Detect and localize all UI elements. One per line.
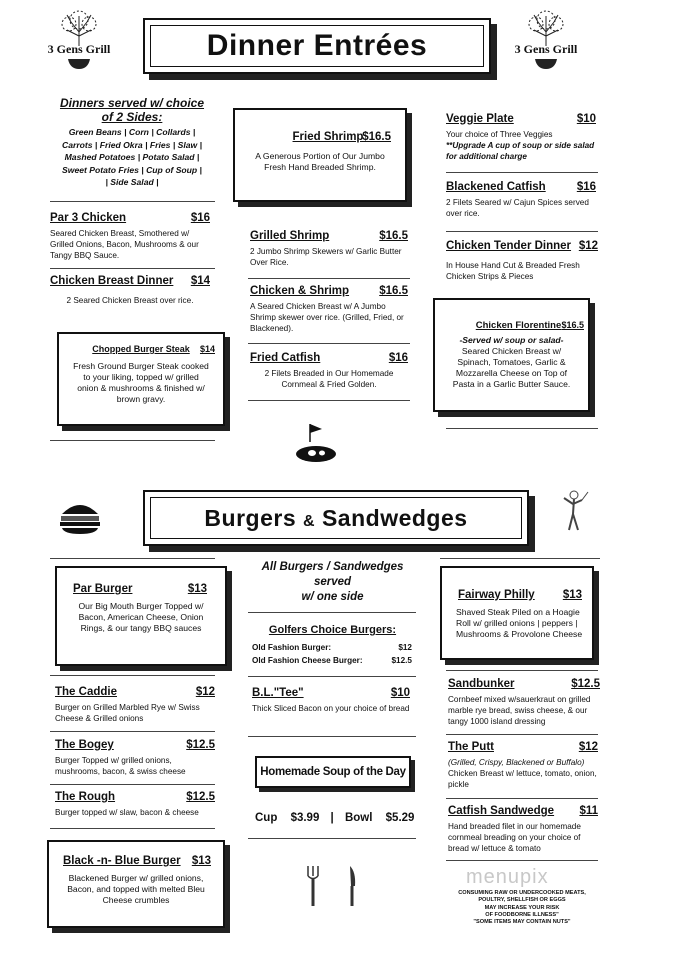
menu-item-chopped-burger-steak: Chopped Burger Steak $14 Fresh Ground Burger Steak cooked to your liking, topped w/ grilled onion & mushrooms & finished w/ brown gravy. bbox=[57, 332, 225, 426]
divider bbox=[446, 670, 598, 671]
menu-item-the-caddie: The Caddie $12 Burger on Grilled Marbled Rye w/ Swiss Cheese & Grilled onions bbox=[55, 686, 215, 723]
logo-left: 3 Gens Grill bbox=[35, 10, 123, 71]
divider bbox=[446, 428, 598, 429]
cup-icon bbox=[64, 57, 94, 71]
golfers-choice-heading: Golfers Choice Burgers: bbox=[268, 624, 397, 636]
sides-block: Dinners served w/ choice of 2 Sides: Green Beans | Corn | Collards | Carrots | Fried Okra | Fries | Slaw | Mashed Potatoes | Potato Salad | Sweet Potato Fries | Cup of Soup | | Side Salad | bbox=[48, 96, 216, 189]
menu-item-the-rough: The Rough $12.5 Burger topped w/ slaw, bacon & cheese bbox=[55, 791, 215, 817]
divider bbox=[446, 798, 598, 799]
divider bbox=[446, 734, 598, 735]
divider bbox=[50, 558, 215, 559]
sides-heading: Dinners served w/ choice bbox=[59, 96, 205, 110]
logo-right: 3 Gens Grill bbox=[502, 10, 590, 71]
menu-item-chicken-florentine: Chicken Florentine $16.5 -Served w/ soup or salad- Seared Chicken Breast w/ Spinach, Tomatoes, Garlic & Mozzarella Cheese on Top of Pasta in a Garlic Butter Sauce. bbox=[433, 298, 590, 412]
dinner-title: Dinner Entrées bbox=[206, 29, 428, 62]
menu-item-the-bogey: The Bogey $12.5 Burger Topped w/ grilled onions, mushrooms, bacon, & swiss cheese bbox=[55, 739, 215, 776]
sides-heading-2: of 2 Sides: bbox=[101, 110, 163, 124]
divider bbox=[248, 676, 416, 677]
cup-icon bbox=[531, 57, 561, 71]
burgers-serving-note: All Burgers / Sandwedges served w/ one side bbox=[261, 561, 404, 603]
divider bbox=[50, 440, 215, 441]
fork-icon bbox=[306, 866, 320, 906]
divider bbox=[248, 838, 416, 839]
menu-item-par-burger: Par Burger $13 Our Big Mouth Burger Topped w/ Bacon, American Cheese, Onion Rings, & our tangy BBQ sauces bbox=[55, 566, 227, 666]
soup-prices: Cup $3.99 | Bowl $5.29 bbox=[255, 812, 415, 824]
divider bbox=[50, 268, 215, 269]
divider bbox=[50, 675, 215, 676]
menu-item-old-fashion-cheese-burger: Old Fashion Cheese Burger: $12.5 bbox=[252, 656, 412, 665]
knife-icon bbox=[346, 866, 358, 906]
burgers-banner bbox=[143, 490, 529, 546]
divider bbox=[248, 736, 416, 737]
golfer-icon bbox=[560, 490, 590, 532]
menu-item-black-n-blue-burger: Black -n- Blue Burger $13 Blackened Burger w/ grilled onions, Bacon, and topped with melted Bleu Cheese crumbles bbox=[47, 840, 225, 928]
divider bbox=[50, 784, 215, 785]
menu-item-fried-shrimp: Fried Shrimp $16.5 A Generous Portion of Our Jumbo Fresh Hand Breaded Shrimp. bbox=[233, 108, 407, 202]
menu-item-catfish-sandwedge: Catfish Sandwedge $11 Hand breaded filet in our homemade cornmeal breading on your choice of bread w/ lettuce & tomato bbox=[448, 805, 598, 853]
menu-item-veggie-plate: Veggie Plate $10 Your choice of Three Veggies **Upgrade A cup of soup or side salad for additional charge bbox=[446, 113, 596, 161]
divider bbox=[440, 558, 600, 559]
menu-item-grilled-shrimp: Grilled Shrimp $16.5 2 Jumbo Shrimp Skewers w/ Garlic Butter Over Rice. bbox=[250, 230, 408, 267]
golf-hole-icon bbox=[294, 420, 342, 466]
divider bbox=[248, 400, 410, 401]
menu-item-fried-catfish: Fried Catfish $16 2 Filets Breaded in Our Homemade Cornmeal & Fried Golden. bbox=[250, 352, 408, 389]
divider bbox=[50, 201, 215, 202]
food-safety-warning: CONSUMING RAW OR UNDERCOOKED MEATS, POULTRY, SHELLFISH OR EGGS MAY INCREASE YOUR RISK OF FOODBORNE ILLNESS" "SOME ITEMS MAY CONTAIN NUTS" bbox=[458, 890, 586, 926]
dinner-banner bbox=[143, 18, 491, 74]
burgers-title: Burgers & Sandwedges bbox=[204, 504, 468, 531]
divider bbox=[50, 731, 215, 732]
soup-of-the-day-box: Homemade Soup of the Day bbox=[255, 756, 411, 788]
burger-icon bbox=[58, 500, 102, 536]
menu-item-blackened-catfish: Blackened Catfish $16 2 Filets Seared w/ Cajun Spices served over rice. bbox=[446, 181, 596, 218]
menu-item-blt: B.L."Tee" $10 Thick Sliced Bacon on your choice of bread bbox=[252, 687, 410, 713]
menu-item-sandbunker: Sandbunker $12.5 Cornbeef mixed w/sauerkraut on grilled marble rye bread, swiss cheese, & our tangy 1000 island dressing bbox=[448, 678, 600, 726]
watermark: menupix bbox=[466, 866, 549, 888]
divider bbox=[248, 278, 410, 279]
menu-item-par3-chicken: Par 3 Chicken $16 Seared Chicken Breast, Smothered w/ Grilled Onions, Bacon, Mushrooms & our Tangy BBQ Sauce. bbox=[50, 212, 210, 260]
divider bbox=[248, 343, 410, 344]
divider bbox=[248, 612, 416, 613]
menu-item-the-putt: The Putt $12 (Grilled, Crispy, Blackened or Buffalo) Chicken Breast w/ lettuce, tomato, onion, pickle bbox=[448, 741, 598, 789]
menu-item-chicken-shrimp: Chicken & Shrimp $16.5 A Seared Chicken Breast w/ A Jumbo Shrimp skewer over rice. (Grilled, Fried, or Blackened). bbox=[250, 285, 408, 333]
divider bbox=[50, 828, 215, 829]
divider bbox=[446, 172, 598, 173]
menu-item-fairway-philly: Fairway Philly $13 Shaved Steak Piled on a Hoagie Roll w/ grilled onions | peppers | Mushrooms & Provolone Cheese bbox=[440, 566, 594, 660]
menu-item-chicken-breast: Chicken Breast Dinner $14 2 Seared Chicken Breast over rice. bbox=[50, 275, 210, 305]
menu-item-chicken-tender: Chicken Tender Dinner $12 In House Hand Cut & Breaded Fresh Chicken Strips & Pieces bbox=[446, 240, 598, 281]
divider bbox=[446, 231, 598, 232]
divider bbox=[446, 860, 598, 861]
menu-item-old-fashion-burger: Old Fashion Burger: $12 bbox=[252, 643, 412, 652]
